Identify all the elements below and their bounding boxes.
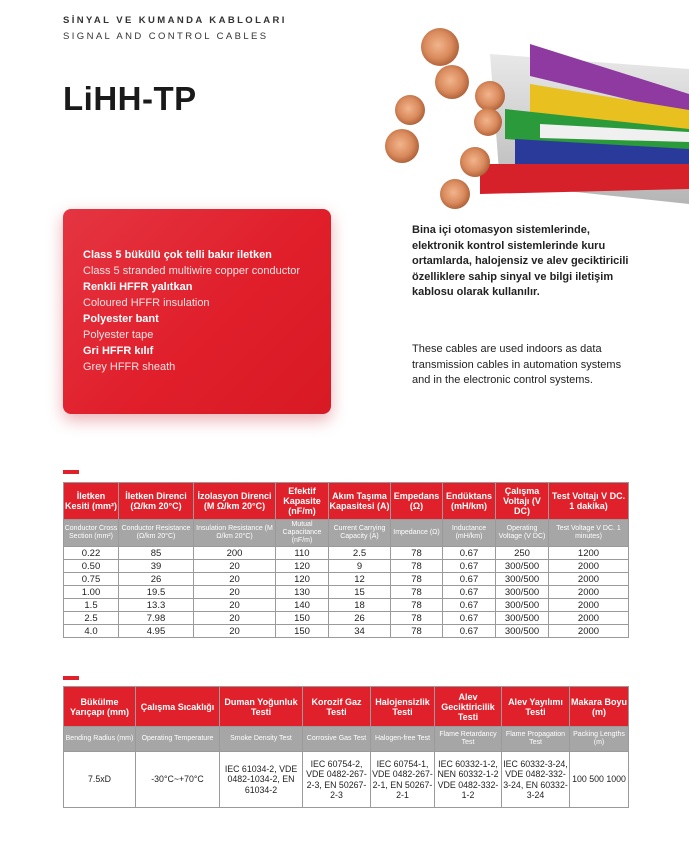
table-cell: IEC 60754-1, VDE 0482-267-2-1, EN 50267-2-1 [371,752,435,808]
table-cell: 78 [391,599,443,612]
table-cell: IEC 60332-1-2, NEN 60332-1-2 VDE 0482-332-1-2 [435,752,502,808]
column-subheader: Operating Temperature [136,727,220,752]
header-row-en [64,727,629,752]
column-header: Çalışma Sıcaklığı [136,687,220,727]
table-cell: 250 [496,547,549,560]
table-cell: 0.22 [64,547,119,560]
table-cell: 130 [276,586,329,599]
table-cell: 0.67 [443,599,496,612]
table-cell: 2000 [549,612,629,625]
header-row-tr [64,687,629,727]
column-header: İzolasyon Direnci (M Ω/km 20°C) [194,483,276,520]
table-cell: 0.67 [443,547,496,560]
table-cell: 0.67 [443,573,496,586]
column-subheader: Flame Retardancy Test [435,727,502,752]
table-cell: 18 [329,599,391,612]
table-cell: 0.67 [443,586,496,599]
column-header: İletken Kesiti (mm²) [64,483,119,520]
table-cell: IEC 60754-2, VDE 0482-267-2-3, EN 50267-2-3 [303,752,371,808]
column-subheader: Test Voltage V DC. 1 minutes) [549,520,629,547]
table-cell: 300/500 [496,599,549,612]
column-subheader: Bending Radius (mm) [64,727,136,752]
table-row [64,752,629,808]
table-cell: 300/500 [496,625,549,638]
table-cell: 13.3 [119,599,194,612]
construction-line: Polyester tape [83,329,154,341]
table-row [64,599,629,612]
table-cell: 120 [276,573,329,586]
table-cell: 20 [194,599,276,612]
table-cell: 7.5xD [64,752,136,808]
construction-line: Class 5 stranded multiwire copper conductor [83,265,301,277]
table-cell: 2.5 [64,612,119,625]
construction-line: Gri HFFR kılıf [83,345,154,357]
table-cell: 78 [391,547,443,560]
table-cell: 78 [391,560,443,573]
column-header: Endüktans (mH/km) [443,483,496,520]
table-cell: 39 [119,560,194,573]
table-row [64,547,629,560]
column-header: Akım Taşıma Kapasitesi (A) [329,483,391,520]
table-cell: 300/500 [496,612,549,625]
header-row-tr [64,483,629,520]
table-cell: 1.00 [64,586,119,599]
column-header: Alev Geciktiricilik Testi [435,687,502,727]
column-header: Empedans (Ω) [391,483,443,520]
table-cell: 150 [276,625,329,638]
table-cell: 2000 [549,560,629,573]
table-cell: 300/500 [496,560,549,573]
table-cell: 200 [194,547,276,560]
table-cell: 2000 [549,625,629,638]
table-cell: 2.5 [329,547,391,560]
column-header: Makara Boyu (m) [570,687,629,727]
cable-cross-section-image [380,14,689,210]
table-cell: 20 [194,612,276,625]
section-marker-electrical [63,470,79,474]
header-row-en [64,520,629,547]
column-subheader: Inductance (mH/km) [443,520,496,547]
table-cell: 300/500 [496,573,549,586]
table-cell: 20 [194,586,276,599]
construction-box [63,209,331,414]
table-row [64,573,629,586]
column-subheader: Packing Lengths (m) [570,727,629,752]
table-cell: 150 [276,612,329,625]
column-subheader: Conductor Resistance (Ω/km 20°C) [119,520,194,547]
column-header: Test Voltajı V DC. 1 dakika) [549,483,629,520]
table-cell: 12 [329,573,391,586]
column-header: Korozif Gaz Testi [303,687,371,727]
construction-line: Coloured HFFR insulation [83,297,210,309]
table-cell: 4.95 [119,625,194,638]
category-title-en: SIGNAL AND CONTROL CABLES [63,31,269,42]
table-cell: 2000 [549,573,629,586]
table-cell: 1.5 [64,599,119,612]
table-cell: 120 [276,560,329,573]
table-row [64,625,629,638]
table-cell: 300/500 [496,586,549,599]
table-cell: 20 [194,573,276,586]
section-marker-tests [63,676,79,680]
description-en: These cables are used indoors as data transmission cables in automation systems and in the electronic control systems. [412,343,622,386]
table-row [64,612,629,625]
column-subheader: Corrosive Gas Test [303,727,371,752]
column-subheader: Current Carrying Capacity (A) [329,520,391,547]
table-cell: 100 500 1000 [570,752,629,808]
table-cell: 0.50 [64,560,119,573]
column-header: Efektif Kapasite (nF/m) [276,483,329,520]
construction-line: Grey HFFR sheath [83,361,176,373]
table-cell: 2000 [549,586,629,599]
column-subheader: Flame Propagation Test [502,727,570,752]
table-cell: 78 [391,625,443,638]
table-cell: 0.75 [64,573,119,586]
column-subheader: Impedance (Ω) [391,520,443,547]
table-row [64,560,629,573]
table-cell: 9 [329,560,391,573]
construction-line: Polyester bant [83,313,159,325]
column-subheader: Halogen-free Test [371,727,435,752]
construction-list [83,247,331,375]
table-cell: 110 [276,547,329,560]
table-cell: 20 [194,560,276,573]
electrical-properties-table [63,482,629,638]
table-cell: 2000 [549,599,629,612]
column-header: Çalışma Voltajı (V DC) [496,483,549,520]
table-cell: 0.67 [443,560,496,573]
table-cell: 0.67 [443,612,496,625]
column-subheader: Mutual Capacitance (nF/m) [276,520,329,547]
table-cell: 26 [119,573,194,586]
construction-line: Renkli HFFR yalıtkan [83,281,193,293]
column-header: Duman Yoğunluk Testi [220,687,303,727]
table-cell: IEC 60332-3-24, VDE 0482-332-3-24, EN 60332-3-24 [502,752,570,808]
tests-table [63,686,629,808]
table-cell: -30°C~+70°C [136,752,220,808]
product-title: LiHH-TP [63,80,197,117]
table-cell: 85 [119,547,194,560]
table-cell: 0.67 [443,625,496,638]
column-subheader: Smoke Density Test [220,727,303,752]
table-cell: IEC 61034-2, VDE 0482-1034-2, EN 61034-2 [220,752,303,808]
table-cell: 20 [194,625,276,638]
table-cell: 1200 [549,547,629,560]
column-subheader: Insulation Resistance (M Ω/km 20°C) [194,520,276,547]
column-header: Bükülme Yarıçapı (mm) [64,687,136,727]
table-cell: 4.0 [64,625,119,638]
table-cell: 34 [329,625,391,638]
column-subheader: Conductor Cross Section (mm²) [64,520,119,547]
column-subheader: Operating Voltage (V DC) [496,520,549,547]
description-tr: Bina içi otomasyon sistemlerinde, elektronik kontrol sistemlerinde kuru ortamlarda, halojensiz ve alev geciktiricili özelliklere sahip sinyal ve bilgi iletişim kablosu olarak kullanılır. [412,224,629,298]
table-cell: 78 [391,586,443,599]
table-cell: 26 [329,612,391,625]
category-title-tr: SİNYAL VE KUMANDA KABLOLARI [63,15,287,26]
table-cell: 7.98 [119,612,194,625]
table-cell: 78 [391,573,443,586]
column-header: Alev Yayılımı Testi [502,687,570,727]
table-cell: 140 [276,599,329,612]
column-header: İletken Direnci (Ω/km 20°C) [119,483,194,520]
table-row [64,586,629,599]
table-cell: 78 [391,612,443,625]
table-cell: 15 [329,586,391,599]
construction-line: Class 5 bükülü çok telli bakır iletken [83,249,272,261]
table-cell: 19.5 [119,586,194,599]
column-header: Halojensizlik Testi [371,687,435,727]
